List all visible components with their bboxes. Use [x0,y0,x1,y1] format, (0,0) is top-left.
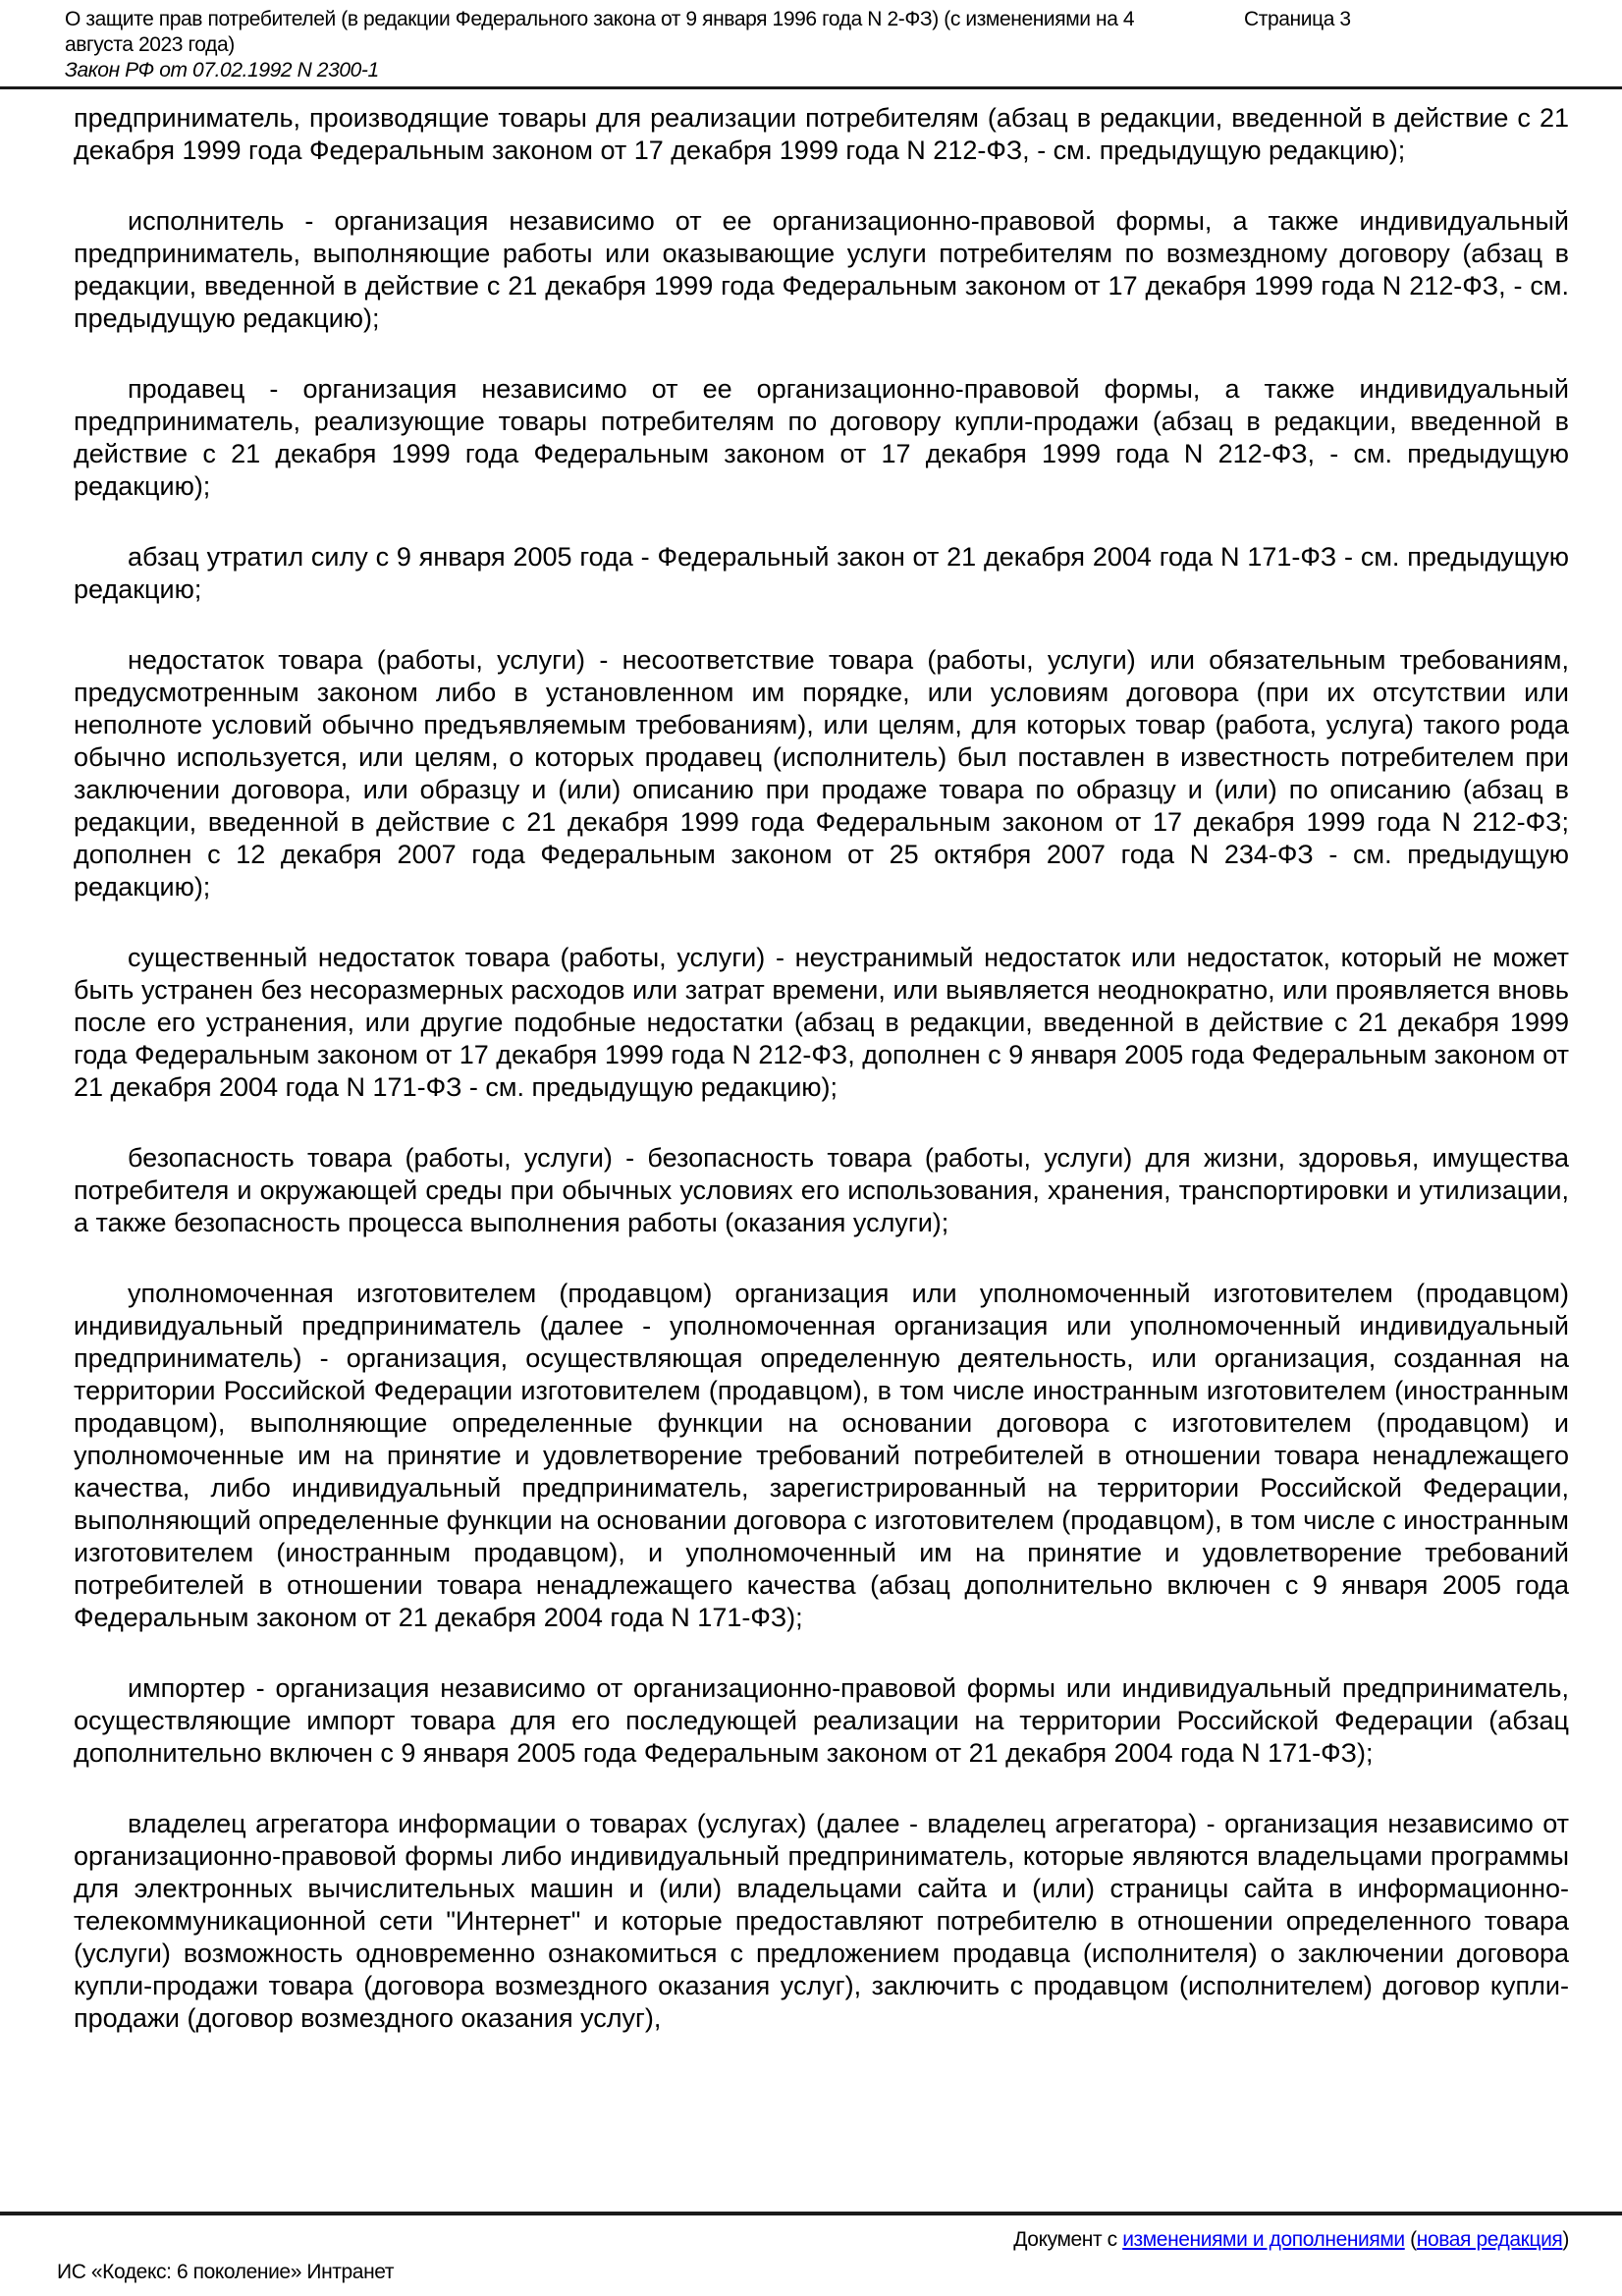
body-paragraph: существенный недостаток товара (работы, услуги) - неустранимый недостаток или недостаток, который не может быть устранен без несоразмерных расходов или затрат времени, или выявляется неоднократно, или проявляется вновь после его устранения, или другие подобные недостатки (абзац в редакции, введенной в действие с 21 декабря 1999 года Федеральным законом от 17 декабря 1999 года N 212-ФЗ, дополнен с 9 января 2005 года Федеральным законом от 21 декабря 2004 года N 171-ФЗ - см. предыдущую редакцию); [74,943,1569,1102]
document-subtitle: Закон РФ от 07.02.1992 N 2300-1 [65,59,379,82]
body-paragraph: владелец агрегатора информации о товарах (услугах) (далее - владелец агрегатора) - организация независимо от организационно-правовой формы либо индивидуальный предприниматель, которые являются владельцами программы для электронных вычислительных машин и (или) владельцами сайта и (или) страницы сайта в информационно-телекоммуникационной сети "Интернет" и которые предоставляют потребителю в отношении определенного товара (услуги) возможность одновременно ознакомиться с предложением продавца (исполнителя) о заключении договора купли-продажи товара (договора возмездного оказания услуг), заключить с продавцом (исполнителем) договор купли-продажи (договор возмездного оказания услуг), [74,1809,1569,2033]
information-system-label: ИС «Кодекс: 6 поколение» Интранет [57,2261,395,2283]
body-paragraph: продавец - организация независимо от ее организационно-правовой формы, а также индивидуальный предприниматель, реализующие товары потребителям по договору купли-продажи (абзац в редакции, введенной в действие с 21 декабря 1999 года Федеральным законом от 17 декабря 1999 года N 212-ФЗ, - см. предыдущую редакцию); [74,374,1569,501]
body-paragraph: исполнитель - организация независимо от ее организационно-правовой формы, а также индивидуальный предприниматель, выполняющие работы или оказывающие услуги потребителям по возмездному договору (абзац в редакции, введенной в действие с 21 декабря 1999 года Федеральным законом от 17 декабря 1999 года N 212-ФЗ, - см. предыдущую редакцию); [74,206,1569,333]
new-edition-link[interactable]: новая редакция [1416,2228,1563,2251]
footer-document-links-line [0,2228,1622,2252]
document-body-text [0,89,1622,2035]
footer-divider [0,2212,1622,2215]
header-titles [65,7,1199,83]
footer-suffix-text: ) [1562,2228,1569,2251]
footer-separator-text: ( [1404,2228,1417,2251]
body-paragraph: абзац утратил силу с 9 января 2005 года - Федеральный закон от 21 декабря 2004 года N 171-ФЗ - см. предыдущую редакцию; [74,542,1569,604]
body-paragraph: импортер - организация независимо от организационно-правовой формы или индивидуальный предприниматель, осуществляющие импорт товара для его последующей реализации на территории Российской Федерации (абзац дополнительно включен с 9 января 2005 года Федеральным законом от 21 декабря 2004 года N 171-ФЗ); [74,1673,1569,1768]
page-number-label: Страница 3 [1244,8,1351,30]
page-footer [0,2212,1622,2296]
body-paragraph: предприниматель, производящие товары для реализации потребителям (абзац в редакции, введенной в действие с 21 декабря 1999 года Федеральным законом от 17 декабря 1999 года N 212-ФЗ, - см. предыдущую редакцию); [74,103,1569,165]
page-header [0,0,1622,83]
document-title: О защите прав потребителей (в редакции Федерального закона от 9 января 1996 года N 2-ФЗ) (с изменениями на 4 августа 2023 года) [65,8,1135,56]
body-paragraph: безопасность товара (работы, услуги) - безопасность товара (работы, услуги) для жизни, здоровья, имущества потребителя и окружающей среды при обычных условиях его использования, хранения, транспортировки и утилизации, а также безопасность процесса выполнения работы (оказания услуги); [74,1143,1569,1237]
body-paragraph: недостаток товара (работы, услуги) - несоответствие товара (работы, услуги) или обязательным требованиям, предусмотренным законом либо в установленном им порядке, или условиям договора (при их отсутствии или неполноте условий обычно предъявляемым требованиям), или целям, для которых товар (работа, услуга) такого рода обычно используется, или целям, о которых продавец (исполнитель) был поставлен в известность потребителем при заключении договора, или образцу и (или) описанию при продаже товара по образцу и (или) по описанию (абзац в редакции, введенной в действие с 21 декабря 1999 года Федеральным законом от 17 декабря 1999 года N 212-ФЗ; дополнен с 12 декабря 2007 года Федеральным законом от 25 октября 2007 года N 234-ФЗ - см. предыдущую редакцию); [74,645,1569,902]
footer-prefix-text: Документ с [1013,2228,1123,2251]
changes-and-additions-link[interactable]: изменениями и дополнениями [1122,2228,1405,2251]
body-paragraph: уполномоченная изготовителем (продавцом) организация или уполномоченный изготовителем (продавцом) индивидуальный предприниматель (далее - уполномоченная организация или уполномоченный индивидуальный предприниматель) - организация, осуществляющая определенную деятельность, или организация, созданная на территории Российской Федерации изготовителем (продавцом), в том числе иностранным изготовителем (иностранным продавцом), выполняющие определенные функции на основании договора с изготовителем (продавцом) и уполномоченные им на принятие и удовлетворение требований потребителей в отношении товара ненадлежащего качества, либо индивидуальный предприниматель, зарегистрированный на территории Российской Федерации, выполняющий определенные функции на основании договора с изготовителем (продавцом), в том числе с иностранным изготовителем (иностранным продавцом), и уполномоченный им на принятие и удовлетворение требований потребителей в отношении товара ненадлежащего качества (абзац дополнительно включен с 9 января 2005 года Федеральным законом от 21 декабря 2004 года N 171-ФЗ); [74,1279,1569,1632]
